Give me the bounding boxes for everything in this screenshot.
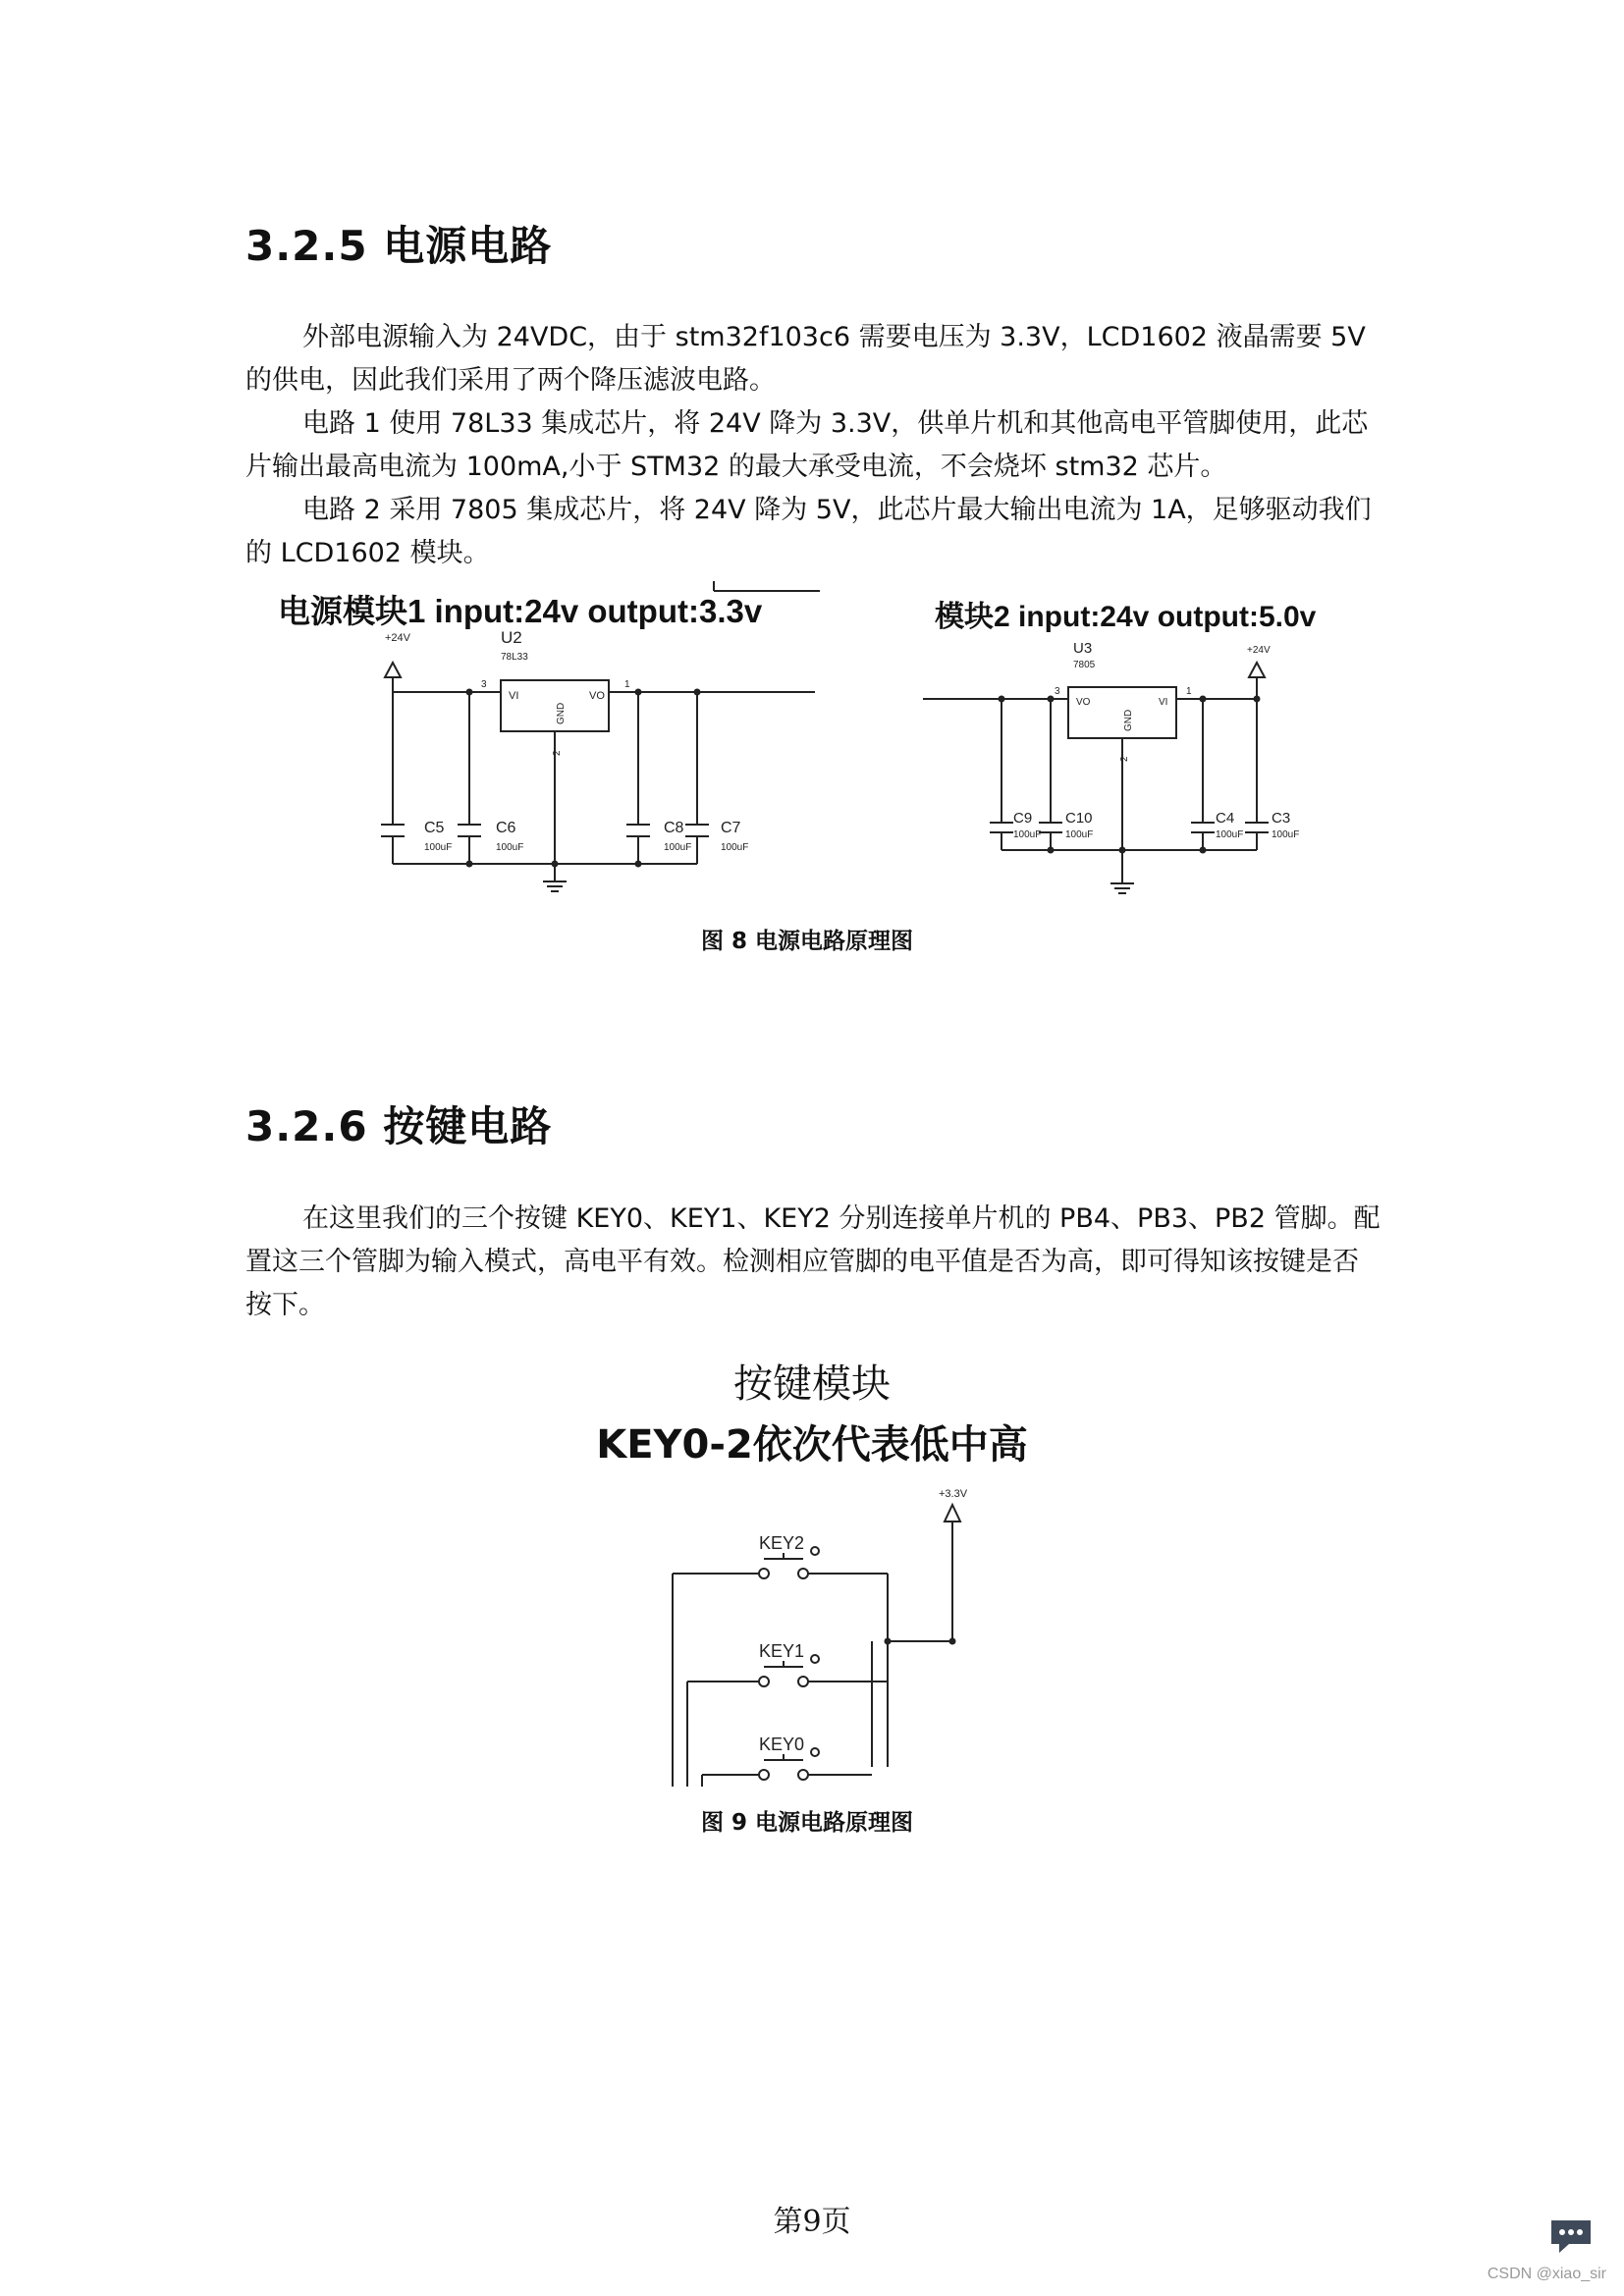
- m1-pin1: 1: [624, 679, 630, 690]
- m2-cap-c9-value: 100uF: [1013, 829, 1042, 840]
- section-heading-power-circuit: 3.2.5 电源电路: [245, 222, 553, 270]
- m1-cap-c7-value: 100uF: [721, 842, 749, 853]
- m1-part-label: 78L33: [501, 652, 528, 663]
- paragraph-3: 电路 2 采用 7805 集成芯片，将 24V 降为 5V，此芯片最大输出电流为 1A，足够驱动我们的 LCD1602 模块。: [245, 495, 1372, 568]
- key-module-title: 按键模块: [733, 1362, 891, 1407]
- m2-pin1: 1: [1186, 686, 1192, 697]
- m1-cap-c6-value: 100uF: [496, 842, 524, 853]
- page-number: 第9页: [773, 2205, 851, 2239]
- m2-cap-c3: C3: [1272, 810, 1291, 827]
- key-module-subtitle: KEY0-2依次代表低中高: [596, 1422, 1028, 1468]
- m1-cap-c8-value: 100uF: [664, 842, 692, 853]
- key1-label: KEY1: [759, 1641, 805, 1661]
- key0-label: KEY0: [759, 1735, 805, 1754]
- m2-cap-c4-value: 100uF: [1216, 829, 1244, 840]
- paragraph-key: 在这里我们的三个按键 KEY0、KEY1、KEY2 分别连接单片机的 PB4、PB3、PB2 管脚。配置这三个管脚为输入模式，高电平有效。检测相应管脚的电平值是否为高，即可得知该按键是否按下。: [245, 1203, 1380, 1320]
- m2-pin-vo: VO: [1076, 697, 1091, 708]
- m2-cap-c9: C9: [1013, 810, 1033, 827]
- m2-pin2: 2: [1119, 756, 1130, 762]
- m2-part-label: 7805: [1073, 660, 1096, 670]
- m2-pin-gnd: GND: [1123, 709, 1134, 731]
- m2-ref-label: U3: [1073, 640, 1093, 657]
- m2-pin-vi: VI: [1159, 697, 1168, 708]
- m1-cap-c5-value: 100uF: [424, 842, 453, 853]
- m2-cap-c10-value: 100uF: [1065, 829, 1094, 840]
- m1-cap-c8: C8: [664, 820, 684, 836]
- m1-cap-c5: C5: [424, 820, 445, 836]
- figure-8-caption: 图 8 电源电路原理图: [701, 929, 914, 954]
- key-schematic: [673, 1505, 960, 1787]
- m1-cap-c7: C7: [721, 820, 741, 836]
- m1-supply-label: +24V: [385, 632, 410, 644]
- m1-pin-gnd: GND: [556, 702, 567, 724]
- m2-cap-c3-value: 100uF: [1272, 829, 1300, 840]
- m1-ref-label: U2: [501, 628, 522, 647]
- key-supply-label: +3.3V: [939, 1488, 968, 1500]
- m1-pin2: 2: [552, 750, 563, 756]
- m2-pin3: 3: [1055, 686, 1060, 697]
- m1-cap-c6: C6: [496, 820, 516, 836]
- m1-pin-vi: VI: [509, 690, 519, 702]
- paragraph-2: 电路 1 使用 78L33 集成芯片，将 24V 降为 3.3V，供单片机和其他高电平管脚使用，此芯片输出最高电流为 100mA,小于 STM32 的最大承受电流，不会烧坏 stm32 芯片。: [245, 408, 1369, 482]
- m2-supply-label: +24V: [1247, 645, 1271, 656]
- key2-label: KEY2: [759, 1533, 805, 1553]
- m1-pin3: 3: [481, 679, 487, 690]
- key-circuit-text: [245, 1198, 1384, 1327]
- section-heading-key-circuit: 3.2.6 按键电路: [245, 1102, 553, 1150]
- chat-bubble-icon[interactable]: [1547, 2216, 1595, 2256]
- csdn-watermark: CSDN @xiao_sir: [1487, 2266, 1606, 2282]
- figure-9-caption: 图 9 电源电路原理图: [701, 1810, 914, 1836]
- module2-title: 模块2 input:24v output:5.0v: [935, 601, 1317, 633]
- m1-pin-vo: VO: [589, 690, 605, 702]
- paragraph-1: 外部电源输入为 24VDC，由于 stm32f103c6 需要电压为 3.3V，LCD1602 液晶需要 5V 的供电，因此我们采用了两个降压滤波电路。: [245, 322, 1366, 396]
- m2-cap-c4: C4: [1216, 810, 1235, 827]
- module1-title: 电源模块1 input:24v output:3.3v: [278, 593, 763, 629]
- m2-cap-c10: C10: [1065, 810, 1093, 827]
